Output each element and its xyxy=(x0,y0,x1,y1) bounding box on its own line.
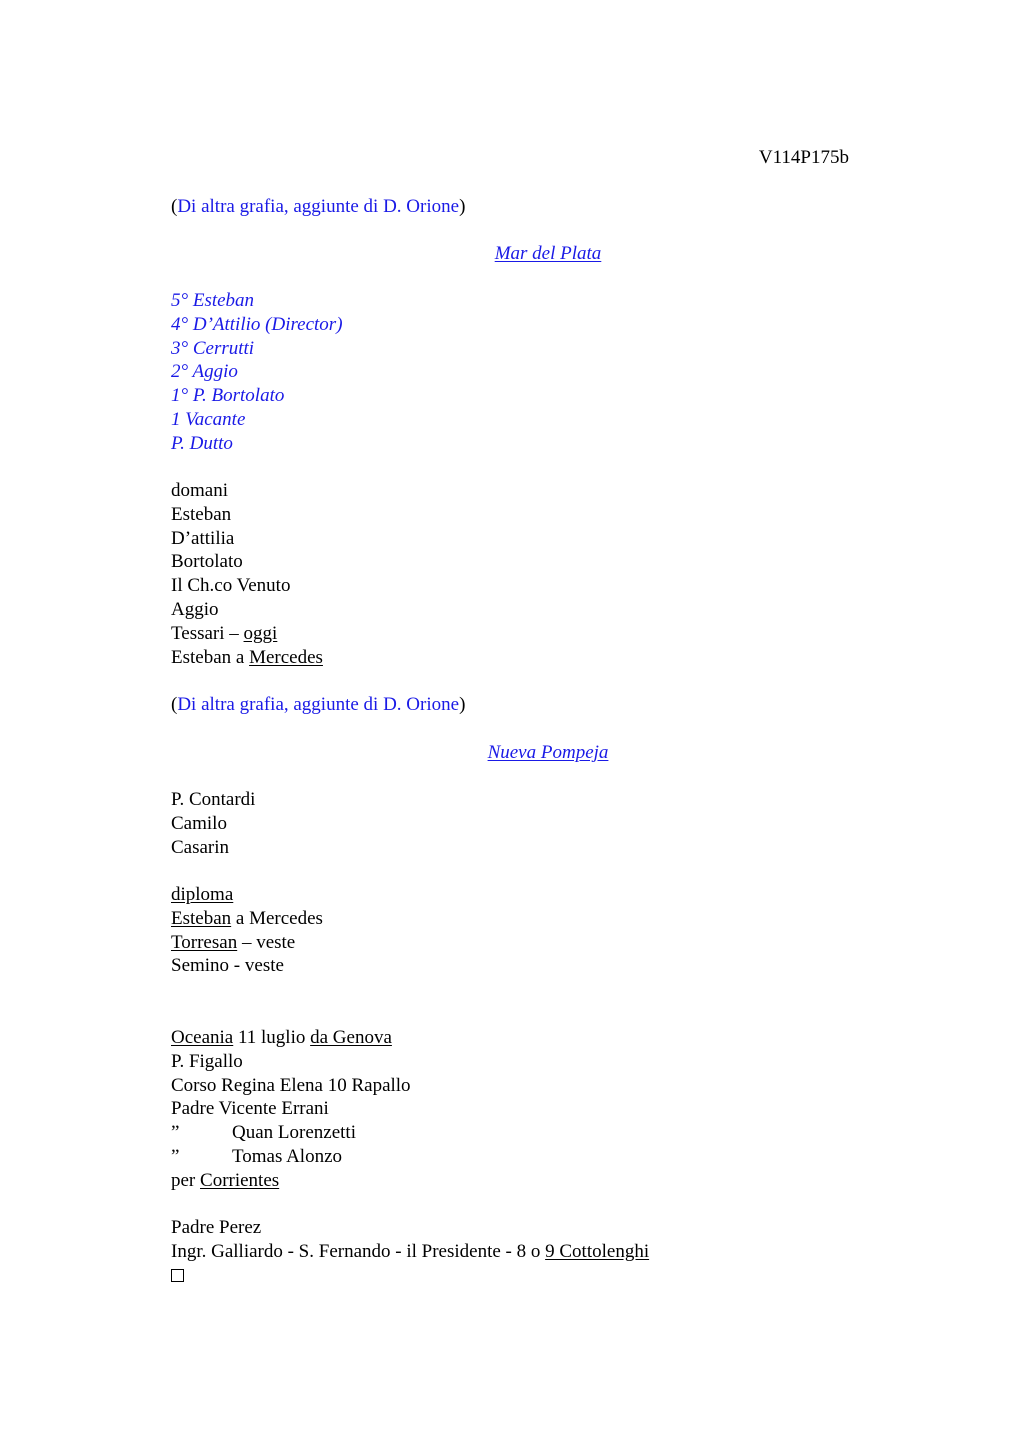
list-item-esteban xyxy=(171,907,323,931)
note-open-paren: ( xyxy=(171,694,178,715)
ranking-list xyxy=(171,289,343,456)
list-item-ditto-1 xyxy=(171,1121,411,1145)
editorial-note-2 xyxy=(171,693,465,717)
perez-list xyxy=(171,1216,649,1287)
list-item: P. Contardi xyxy=(171,789,256,810)
list-item: Semino - veste xyxy=(171,955,284,977)
list-item: 1° P. Bortolato xyxy=(171,385,285,407)
note-open-paren: ( xyxy=(171,196,178,217)
list-item: D’attilia xyxy=(171,527,235,549)
list-item-tessari xyxy=(171,622,323,646)
text: Tomas Alonzo xyxy=(232,1145,343,1167)
underlined-text: 9 Cottolenghi xyxy=(545,1240,650,1262)
list-item: Corso Regina Elena 10 Rapallo xyxy=(171,1074,411,1096)
list-item-galliardo xyxy=(171,1240,649,1264)
list-item: P. Figallo xyxy=(171,1050,243,1072)
diploma-list xyxy=(171,883,323,978)
list-item: Padre Vicente Errani xyxy=(171,1098,329,1120)
underlined-text: Torresan xyxy=(171,931,238,953)
list-item: Bortolato xyxy=(171,551,243,573)
list-item: 5° Esteban xyxy=(171,290,255,311)
underlined-text: Oceania xyxy=(171,1027,234,1048)
underlined-text: Esteban xyxy=(171,907,232,929)
list-item: Camilo xyxy=(171,812,227,834)
list-item-ditto-2 xyxy=(171,1145,411,1169)
underlined-text: oggi xyxy=(243,622,278,644)
text: Tessari – xyxy=(171,622,244,644)
list-item: 2° Aggio xyxy=(171,361,238,383)
list-item-per xyxy=(171,1169,411,1193)
heading-text: Mar del Plata xyxy=(494,243,602,264)
text: Esteban a xyxy=(171,646,250,668)
checkbox-row xyxy=(171,1264,649,1288)
text: 11 luglio xyxy=(233,1027,311,1048)
underlined-text: diploma xyxy=(171,884,234,905)
list-item-torresan xyxy=(171,931,323,955)
underlined-text: da Genova xyxy=(310,1027,392,1048)
list-item: Esteban xyxy=(171,503,232,525)
oceania-list xyxy=(171,1026,411,1193)
list-item-esteban xyxy=(171,646,323,670)
text: Quan Lorenzetti xyxy=(232,1122,356,1144)
text: per xyxy=(171,1169,201,1191)
list-item: 4° D’Attilio (Director) xyxy=(171,313,343,335)
note-text: Di altra grafia, aggiunte di D. Orione xyxy=(177,694,460,715)
ditto-mark: ” xyxy=(171,1122,180,1144)
list-item: 1 Vacante xyxy=(171,408,246,430)
text: a Mercedes xyxy=(231,907,323,929)
document-id: V114P175b xyxy=(758,147,849,168)
list-item: domani xyxy=(171,480,228,501)
note-close-paren: ) xyxy=(459,196,466,217)
heading-nueva-pompeja xyxy=(0,741,1024,765)
underlined-text: Corrientes xyxy=(200,1169,280,1191)
underlined-text: Mercedes xyxy=(249,646,323,668)
names-list xyxy=(171,788,255,859)
checkbox-icon xyxy=(171,1269,184,1282)
list-item: Casarin xyxy=(171,836,230,858)
list-item: P. Dutto xyxy=(171,432,233,454)
note-close-paren: ) xyxy=(459,694,466,715)
list-item: Aggio xyxy=(171,598,219,620)
text: Ingr. Galliardo - S. Fernando - il Presidente - 8 o xyxy=(171,1240,546,1262)
ditto-mark: ” xyxy=(171,1145,180,1167)
list-item: Padre Perez xyxy=(171,1217,262,1238)
schedule-list xyxy=(171,479,323,669)
heading-mar-del-plata xyxy=(0,242,1024,266)
text: – veste xyxy=(237,931,296,953)
editorial-note-1 xyxy=(171,195,465,219)
note-text: Di altra grafia, aggiunte di D. Orione xyxy=(177,196,460,217)
list-item: 3° Cerrutti xyxy=(171,337,255,359)
list-item-oceania xyxy=(171,1026,411,1050)
list-item: Il Ch.co Venuto xyxy=(171,575,291,597)
heading-text: Nueva Pompeja xyxy=(487,742,609,763)
list-item-diploma xyxy=(171,883,323,907)
